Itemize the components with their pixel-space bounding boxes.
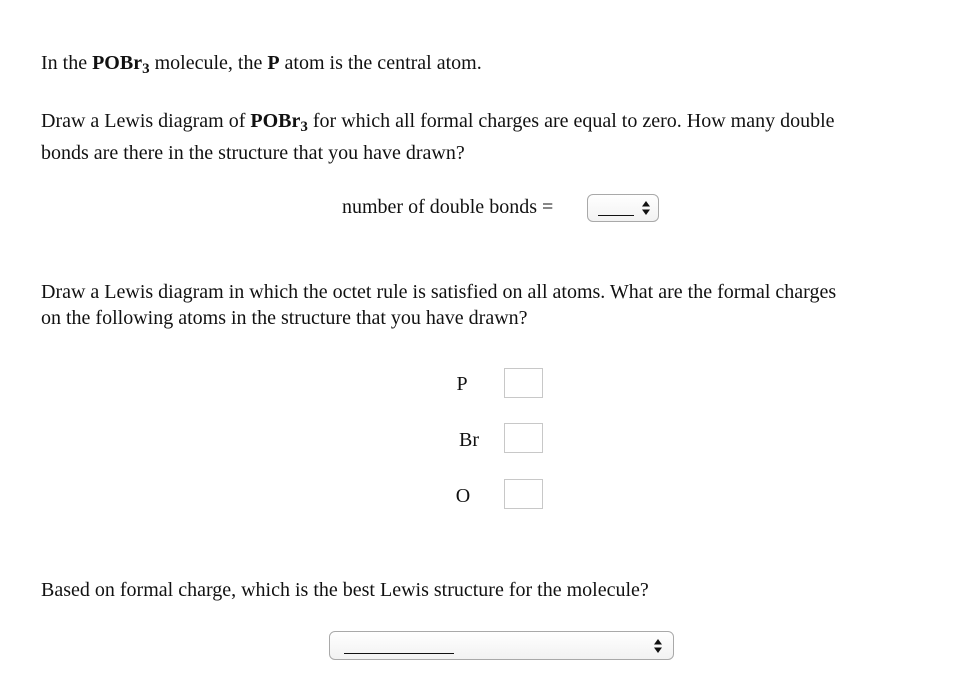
double-bonds-blank-line — [598, 215, 634, 216]
question-2-text — [41, 105, 835, 169]
question-4-text: Based on formal charge, which is the best Lewis structure for the molecule? — [41, 579, 649, 601]
question-1-text — [41, 47, 482, 79]
q1-text-before: In the — [41, 52, 93, 74]
q2-formula — [250, 110, 308, 135]
best-structure-blank-line — [344, 653, 454, 654]
q1-central-atom: P — [267, 52, 280, 74]
best-structure-select[interactable] — [329, 631, 674, 660]
double-bonds-label: number of double bonds = — [342, 196, 554, 218]
q2-formula-main: POBr — [250, 110, 301, 132]
q3-text-line1: Draw a Lewis diagram in which the octet rule is satisfied on all atoms. What are the formal charges — [41, 281, 837, 303]
atom-label-o: O — [455, 485, 471, 507]
formal-charge-input-o[interactable] — [504, 479, 543, 509]
q1-formula — [92, 52, 150, 77]
double-bonds-select[interactable] — [587, 194, 659, 222]
q1-formula-main: POBr — [92, 52, 143, 74]
q1-text-middle: molecule, the — [149, 52, 268, 74]
q1-formula-subscript: 3 — [142, 61, 150, 77]
q3-text-line2: on the following atoms in the structure that you have drawn? — [41, 307, 528, 329]
formal-charge-input-br[interactable] — [504, 423, 543, 453]
atom-label-p: P — [456, 373, 468, 395]
up-down-arrows-icon — [641, 200, 651, 216]
q2-text-line1: for which all formal charges are equal to zero. How many double — [307, 110, 835, 132]
q2-text-line2: bonds are there in the structure that you have drawn? — [41, 142, 465, 164]
question-3-text — [41, 279, 836, 331]
q2-text-before: Draw a Lewis diagram of — [41, 110, 251, 132]
q2-formula-subscript: 3 — [300, 119, 308, 135]
up-down-arrows-icon — [653, 638, 663, 654]
q1-text-after: atom is the central atom. — [279, 52, 482, 74]
atom-label-br: Br — [459, 429, 479, 451]
formal-charge-input-p[interactable] — [504, 368, 543, 398]
